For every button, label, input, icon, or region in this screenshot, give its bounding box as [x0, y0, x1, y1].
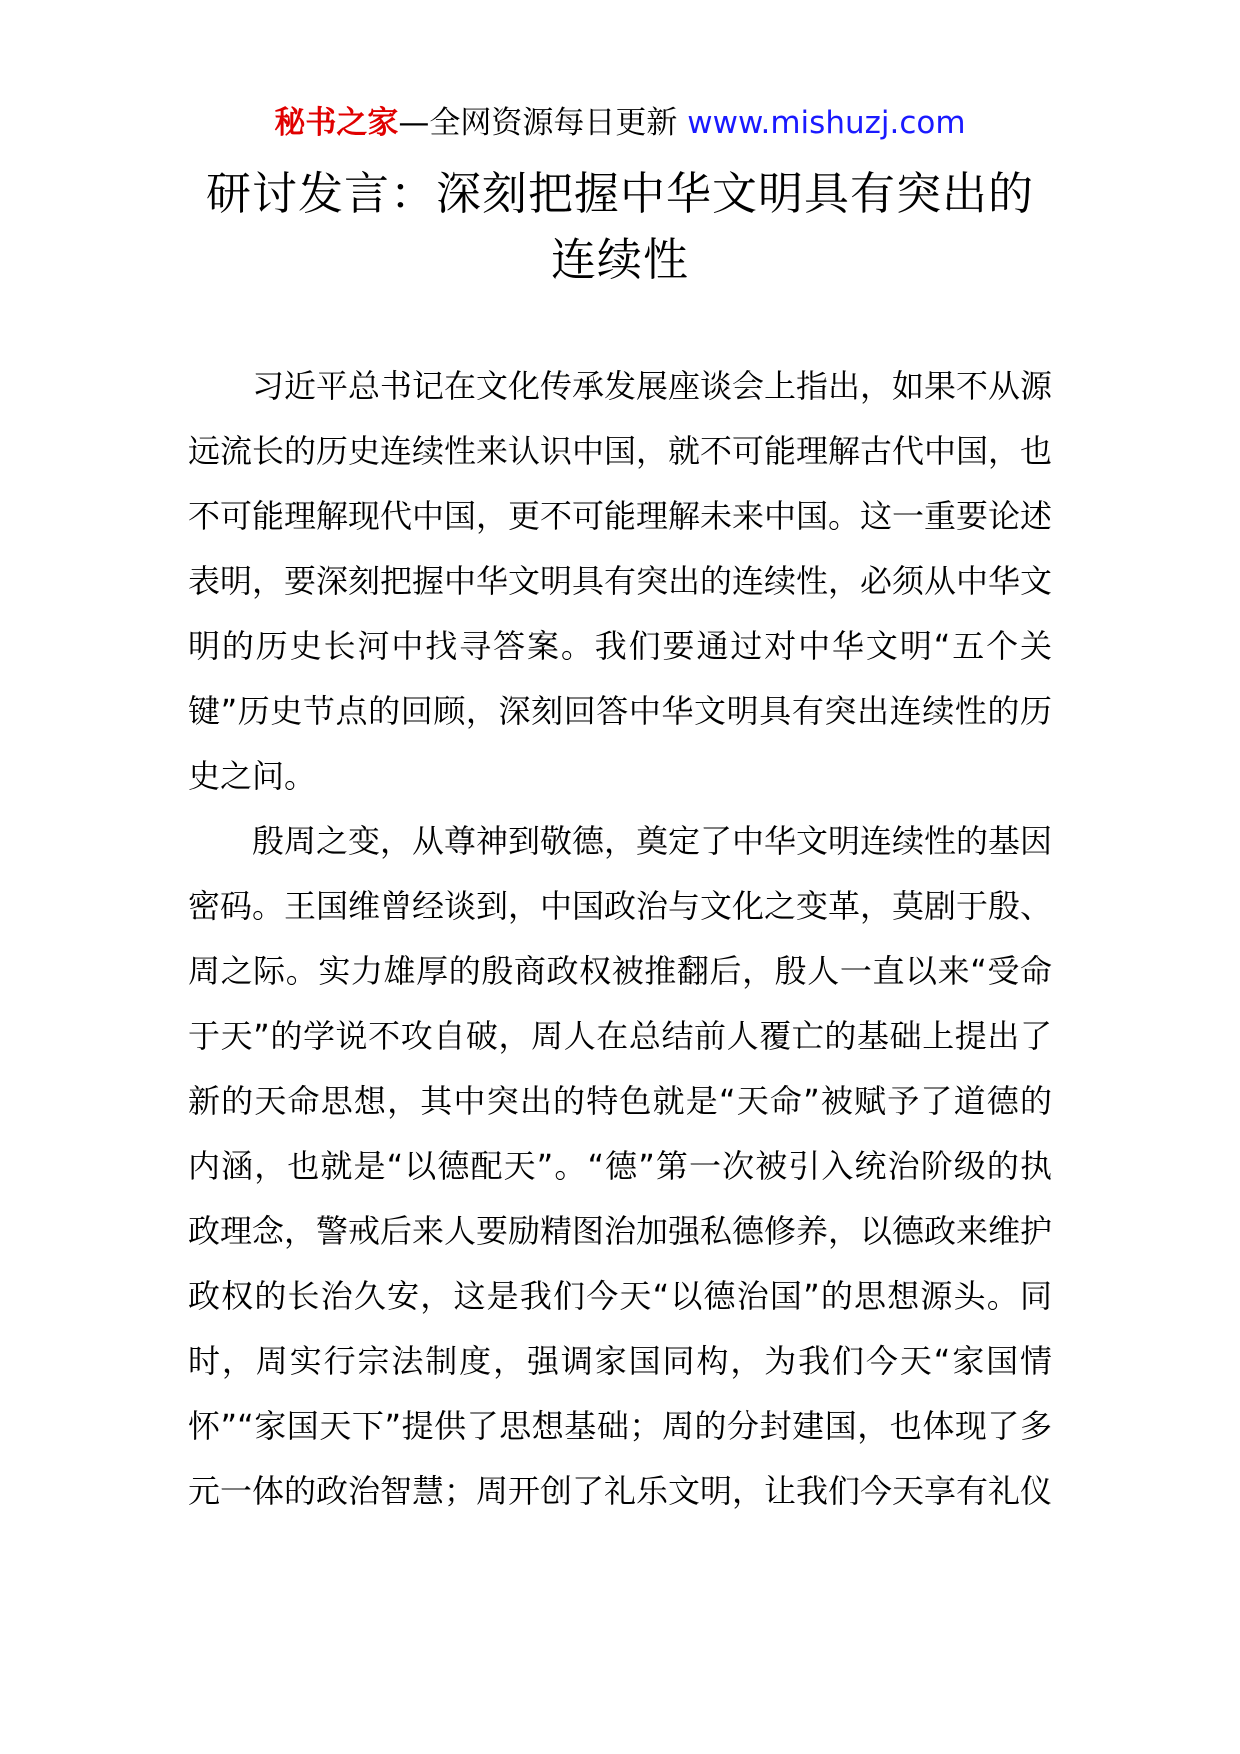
paragraph-2: 殷周之变，从尊神到敬德，奠定了中华文明连续性的基因密码。王国维曾经谈到，中国政治与文化之变革，莫剧于殷、周之际。实力雄厚的殷商政权被推翻后，殷人一直以来“受命于天”的学说不攻自破，周人在总结前人覆亡的基础上提出了新的天命思想，其中突出的特色就是“天命”被赋予了道德的内涵，也就是“以德配天”。“德”第一次被引入统治阶级的执政理念，警戒后来人要励精图治加强私德修养，以德政来维护政权的长治久安，这是我们今天“以德治国”的思想源头。同时，周实行宗法制度，强调家国同构，为我们今天“家国情怀”“家国天下”提供了思想基础；周的分封建国，也体现了多元一体的政治智慧；周开创了礼乐文明，让我们今天享有礼仪 — [188, 822, 1053, 1510]
title-line-1: 研讨发言：深刻把握中华文明具有突出的 — [205, 167, 1034, 220]
title-line-2: 连续性 — [550, 233, 689, 286]
paragraph-1: 习近平总书记在文化传承发展座谈会上指出，如果不从源远流长的历史连续性来认识中国，就不可能理解古代中国，也不可能理解现代中国，更不可能理解未来中国。这一重要论述表明，要深刻把握中华文明具有突出的连续性，必须从中华文明的历史长河中找寻答案。我们要通过对中华文明“五个关键”历史节点的回顾，深刻回答中华文明具有突出连续性的历史之问。 — [188, 367, 1053, 795]
document-title — [150, 161, 1090, 293]
page-header — [0, 101, 1240, 145]
site-url-link[interactable]: www.mishuzj.com — [687, 105, 966, 141]
document-body — [188, 354, 1052, 1524]
header-tagline: —全网资源每日更新 — [398, 105, 678, 141]
brand-name: 秘书之家 — [274, 105, 399, 141]
